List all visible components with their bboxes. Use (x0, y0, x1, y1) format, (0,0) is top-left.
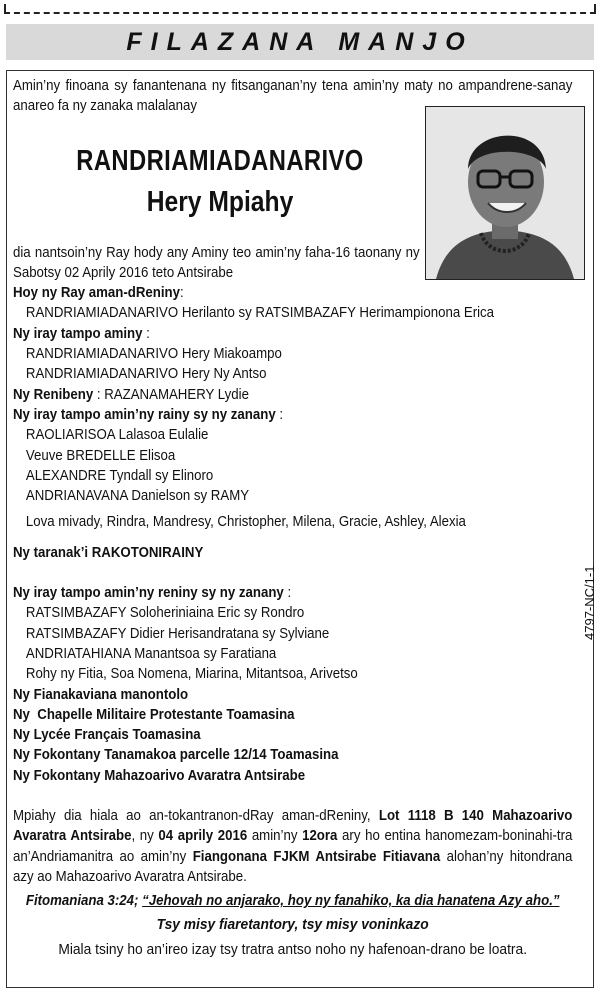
intro-text: Amin’ny finoana sy fanantenana ny fitsanganan’ny tena amin’ny maty no ampandrene-sanay anareo fa ny zanaka malalanay (13, 78, 573, 115)
list-item: Veuve BREDELLE Elisoa (25, 447, 176, 464)
mother-siblings-heading: Ny iray tampo amin’ny reniny sy ny zanany : (13, 585, 292, 602)
list-item: RATSIMBAZAFY Soloheriniaina Eric sy Rondro (25, 605, 305, 622)
list-item: ANDRIANAVANA Danielson sy RAMY (25, 488, 250, 505)
apology-note: Miala tsiny ho an’ireo izay tsy tratra antso noho ny hafenoan-drano be loatra. (58, 940, 528, 958)
reference-code: 4797-NC/1-1 (582, 565, 597, 640)
list-item: RAOLIARISOA Lalasoa Eulalie (25, 427, 209, 444)
parents-names: RANDRIAMIADANARIVO Herilanto sy RATSIMBAZAFY Herimampionona Erica (25, 305, 495, 322)
cousins-line: Lova mivady, Rindra, Mandresy, Christopher, Milena, Gracie, Ashley, Alexia (25, 514, 466, 531)
institution-line: Ny Fokontany Tanamakoa parcelle 12/14 Toamasina (13, 747, 339, 764)
banner-title: FILAZANA MANJO (126, 27, 474, 56)
paternal-heading: Ny iray tampo aminy : (13, 325, 150, 342)
bible-verse: Fitomaniana 3:24; “Jehovah no anjarako, hoy ny fanahiko, ka dia hanatena Azy aho.” (25, 893, 560, 910)
list-item: RANDRIAMIADANARIVO Hery Ny Antso (25, 366, 267, 383)
list-item: RANDRIAMIADANARIVO Hery Miakoampo (25, 346, 282, 363)
announcement-text: dia nantsoin’ny Ray hody any Aminy teo amin’ny faha-16 taonany ny Sabotsy 02 Aprily 2016 teto Antsirabe (13, 244, 420, 281)
descendants-line: Ny taranak’i RAKOTONIRAINY (13, 544, 204, 561)
institution-line: Ny Fokontany Mahazoarivo Avaratra Antsirabe (13, 767, 306, 784)
list-item: RATSIMBAZAFY Didier Herisandratana sy Sylviane (25, 625, 330, 642)
deceased-surname: RANDRIAMIADANARIVO (76, 145, 364, 177)
deceased-given-name: Hery Mpiahy (146, 186, 294, 218)
parents-heading: Hoy ny Ray aman-dReniny: (13, 285, 184, 302)
notice-body (13, 76, 591, 960)
top-dashed-border (4, 4, 596, 14)
list-item: ALEXANDRE Tyndall sy Elinoro (25, 467, 214, 484)
list-item: ANDRIATAHIANA Manantsoa sy Faratiana (25, 645, 277, 662)
institution-line: Ny Fianakaviana manontolo (13, 686, 189, 703)
institution-line: Ny Lycée Français Toamasina (13, 727, 201, 744)
list-item: Rohy ny Fitia, Soa Nomena, Miarina, Mitantsoa, Arivetso (25, 666, 358, 683)
no-flowers-note: Tsy misy fiaretantory, tsy misy voninkazo (156, 915, 429, 933)
godmother-line: Ny Renibeny : RAZANAMAHERY Lydie (13, 386, 249, 403)
funeral-details: Mpiahy dia hiala ao an-tokantranon-dRay aman-dReniny, Lot 1118 B 140 Mahazoarivo Avaratra Antsirabe, ny 04 aprily 2016 amin’ny 12ora ary ho entina hanomezam-boninahi-tra an’Andriamanitra ao amin’ny Fiangonana FJKM Antsirabe Fitiavana alohan’ny hitondrana azy ao Mahazoarivo Avaratra Antsirabe. (13, 808, 573, 885)
father-siblings-heading: Ny iray tampo amin’ny rainy sy ny zanany : (13, 406, 284, 423)
header-banner (6, 24, 594, 60)
institution-line: Ny Chapelle Militaire Protestante Toamasina (13, 706, 295, 723)
